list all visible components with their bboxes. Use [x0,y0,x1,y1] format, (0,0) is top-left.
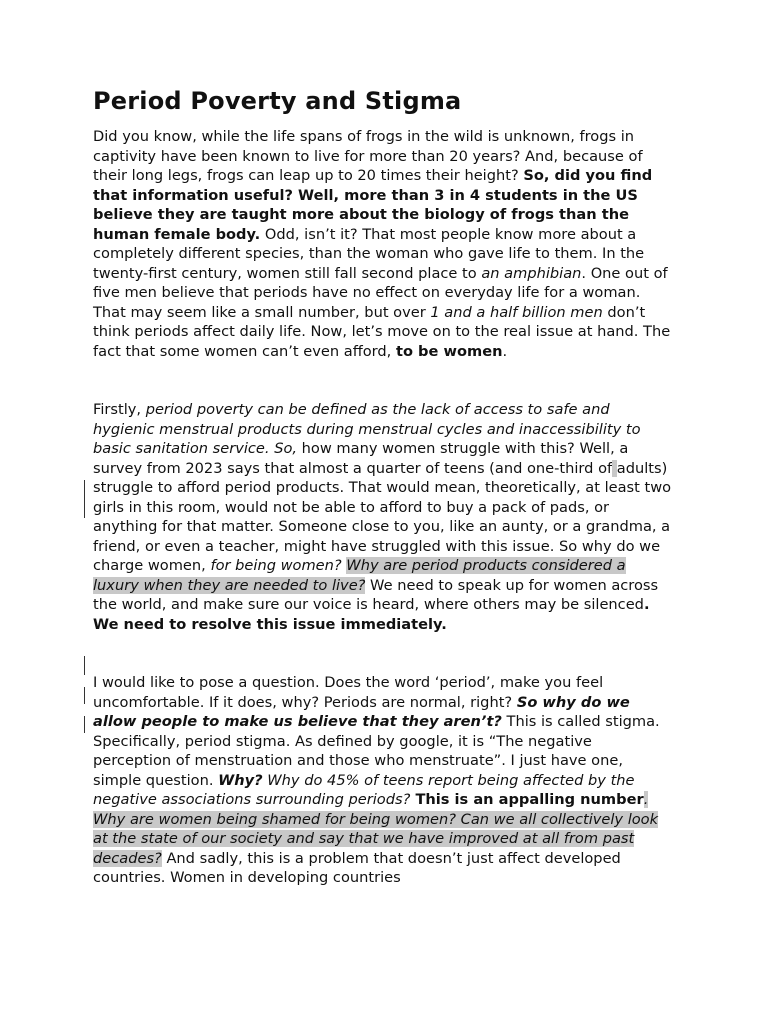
italic-text: for being women? [210,557,347,574]
italic-text: 1 and a half billion men [430,303,603,321]
bold-text: . We need to resolve this issue immediately. [93,596,650,633]
text-run: I would like to pose a question. Does the word ‘period’, make you feel uncomfortable. If it does, why? Periods are normal, right? [93,674,604,711]
bold-text: This is an appalling number [410,791,644,808]
document-title: Period Poverty and Stigma [93,87,462,115]
change-bar [84,656,85,675]
text-run: how many women struggle with this? Well, a survey from 2023 says that almost a quarter of teens (and one-third of [93,440,629,477]
text-run: And sadly, this is a problem that doesn’t just affect developed countries. Women in developing countries [93,849,621,886]
text-run: We need to speak up for women across the world, and make sure our voice is heard, where others may be silenced [93,576,659,613]
text-run: . [502,342,508,360]
change-bar [84,687,85,704]
paragraph-period-poverty [93,400,673,634]
text-run: adults) struggle to afford period products. That would mean, theoretically, at least two girls in this room, would not be able to afford to buy a pack of pads, or anything for that matter. Someone close to you, like an aunty, or a grandma, a friend, or even a teacher, might have struggled with this issue. So why do we charge women, [93,459,672,574]
bold-italic-text: So why do we allow people to make us believe that they aren’t? [93,693,630,730]
text-run: . One out of five men believe that periods have no effect on everyday life for a woman. That may seem like a small number, but over [93,264,668,321]
change-bar [84,480,85,518]
text-run: Did you know, while the life spans of frogs in the wild is unknown, frogs in captivity have been known to live for more than 20 years? And, because of their long legs, frogs can leap up to 20 times their height? [93,128,643,184]
italic-text: Why do 45% of teens report being affected by the negative associations surrounding periods? [93,771,635,808]
text-run: Firstly, [93,401,146,418]
document-page [93,84,673,888]
text-run: This is called stigma. Specifically, period stigma. As defined by google, it is “The negative perception of menstruation and those who menstruate”. I just have one, simple question. [93,713,660,789]
paragraph-frogs [93,127,673,361]
text-run: Odd, isn’t it? That most people know more about a completely different species, than the woman who gave life to them. In the twenty-first century, women still fall second place to [93,225,645,282]
highlighted-text: . Why are women being shamed for being women? Can we all collectively look at the state of our society and say that we have improved at all from past decades? [93,791,659,867]
paragraph-period-stigma [93,673,673,888]
text-run: don’t think periods affect daily life. Now, let’s move on to the real issue at hand. The fact that some women can’t even afford, [93,303,671,360]
highlighted-text: Why are period products considered a luxury when they are needed to live? [93,557,626,594]
bold-italic-text: Why? [218,771,263,789]
italic-text: period poverty can be defined as the lack of access to safe and hygienic menstrual products during menstrual cycles and inaccessibility to basic sanitation service. So, [93,401,641,457]
change-bar [84,716,85,733]
bold-text: to be women [395,342,503,360]
bold-text: So, did you find that information useful? Well, more than 3 in 4 students in the US believe they are taught more about the biology of frogs than the human female body. [93,167,653,243]
italic-text: an amphibian [481,264,582,282]
